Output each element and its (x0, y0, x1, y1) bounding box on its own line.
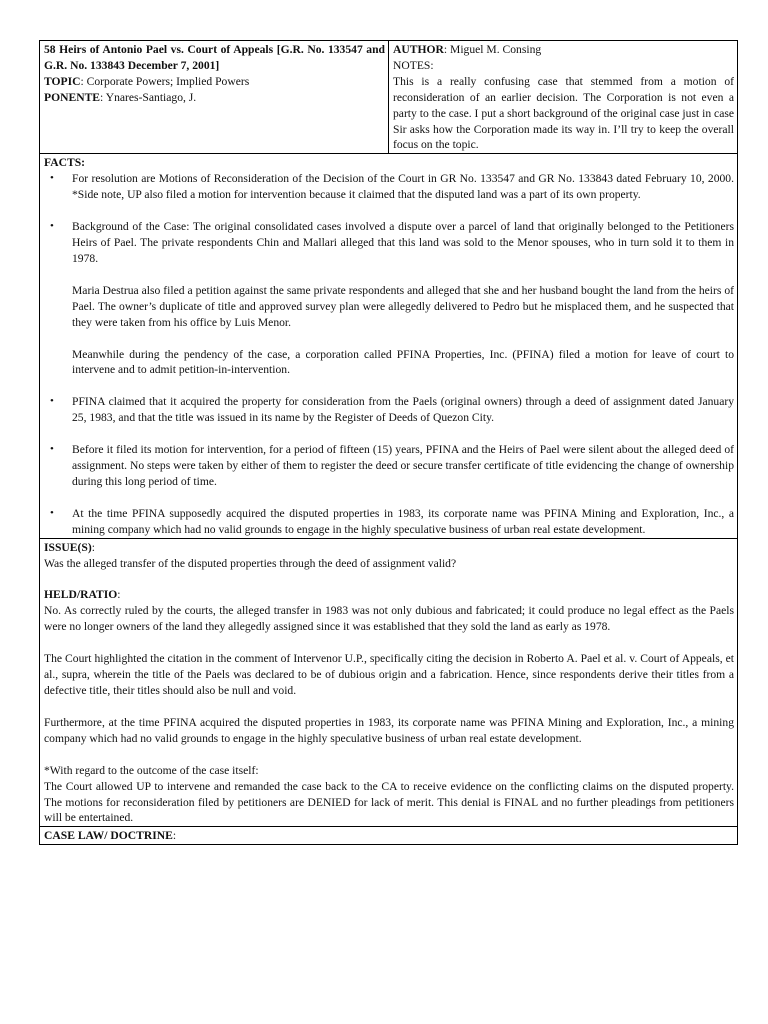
issue-heading-line (44, 540, 734, 556)
issue-held-cell (40, 538, 738, 827)
held-heading: HELD/RATIO (44, 588, 118, 602)
author-label: AUTHOR (393, 43, 444, 56)
bullet-icon: • (50, 172, 54, 185)
bullet-icon: • (50, 443, 54, 456)
author-value: : Miguel M. Consing (443, 43, 542, 56)
held-paragraph: Furthermore, at the time PFINA acquired the disputed properties in 1983, its corporate name was PFINA Mining and Exploration, Inc., a mining company which had no valid grounds to engage in the highly speculative business of urban real estate development. (44, 715, 734, 745)
fact-item (50, 506, 734, 538)
issue-heading: ISSUE(S) (44, 540, 92, 554)
held-paragraph: The Court highlighted the citation in the comment of Intervenor U.P., specifically citing the decision in Roberto A. Pael et al. v. Court of Appeals, et al., supra, wherein the title of the Paels was declared to be of dubious origin and a fabrication. Hence, since respondents derive their titles from a defective title, their titles should also be null and void. (44, 652, 734, 697)
fact-paragraph: Meanwhile during the pendency of the case, a corporation called PFINA Properties, Inc. (PFINA) filed a motion for leave of court to intervene and to admit petition-in-intervention. (72, 347, 734, 377)
facts-row (40, 154, 738, 538)
doctrine-heading: CASE LAW/ DOCTRINE (44, 829, 173, 843)
doctrine-row (40, 827, 738, 845)
held-paragraph: No. As correctly ruled by the courts, the alleged transfer in 1983 was not only dubious and fabricated; it could produce no legal effect as the Paels were no longer owners of the land they allegedly assigned since it was established that they sold the land as early as 1978. (44, 604, 734, 634)
fact-item (50, 442, 734, 490)
author-line (393, 42, 734, 58)
topic-line (44, 74, 385, 90)
case-digest-table (39, 40, 738, 845)
ponente-value: : Ynares-Santiago, J. (100, 90, 197, 104)
issue-heading-suffix: : (91, 540, 95, 554)
held-heading-line (44, 587, 734, 603)
fact-paragraph: For resolution are Motions of Reconsideration of the Decision of the Court in GR No. 133547 and GR No. 133843 dated February 10, 2000. *Side note, UP also filed a motion for intervention because it claimed that the disputed land was a part of its own property. (72, 172, 734, 202)
facts-cell (40, 154, 738, 538)
facts-heading: FACTS: (44, 156, 86, 170)
fact-paragraph: Before it filed its motion for intervention, for a period of fifteen (15) years, PFINA and the Heirs of Pael were silent about the alleged deed of assignment. No steps were taken by either of them to register the deed or secure transfer certificate of title evidencing the change of ownership during this long period of time. (72, 443, 734, 488)
issue-row (40, 538, 738, 827)
doctrine-heading-suffix: : (172, 829, 177, 843)
facts-list (44, 171, 734, 537)
bullet-icon: • (50, 395, 54, 408)
fact-item (50, 394, 734, 426)
case-info-cell (40, 41, 389, 154)
notes-label: NOTES: (393, 58, 434, 72)
fact-paragraph: Maria Destrua also filed a petition against the same private respondents and alleged that she and her husband bought the land from the heirs of Pael. The owner’s duplicate of title and approved survey plan were allegedly delivered to Pedro but he misplaced them, and he suspected that they were taken from his office by Luis Menor. (72, 283, 734, 329)
bullet-icon: • (50, 220, 54, 233)
fact-item (50, 219, 734, 378)
case-title: 58 Heirs of Antonio Pael vs. Court of Appeals [G.R. No. 133547 and G.R. No. 133843 December 7, 2001] (44, 43, 385, 72)
topic-value: : Corporate Powers; Implied Powers (80, 74, 250, 88)
ponente-label: PONENTE (44, 90, 101, 104)
fact-paragraph: At the time PFINA supposedly acquired the disputed properties in 1983, its corporate name was PFINA Mining and Exploration, Inc., a mining company which had no valid grounds to engage in the highly speculative business of urban real estate development. (72, 506, 734, 536)
doctrine-cell (40, 827, 738, 845)
case-digest-page (39, 40, 735, 845)
topic-label: TOPIC (44, 74, 81, 88)
outcome-lead: *With regard to the outcome of the case itself: (44, 763, 259, 777)
fact-paragraph: PFINA claimed that it acquired the property for consideration from the Paels (original owners) through a deed of assignment dated January 25, 1983, and that the title was issued in its name by the Register of Deeds of Quezon City. (72, 395, 734, 425)
author-notes-cell (389, 41, 738, 154)
header-row (40, 41, 738, 154)
ponente-line (44, 90, 385, 106)
notes-text: This is a really confusing case that stemmed from a motion of reconsideration of an earlier decision. The Corporation is not even a party to the case. I put a short background of the original case just in case Sir asks how the Corporation made its way in. I’ll try to keep the overall focus on the topic. (393, 74, 734, 152)
bullet-icon: • (50, 506, 54, 519)
fact-item (50, 171, 734, 203)
issue-question: Was the alleged transfer of the disputed properties through the deed of assignment valid? (44, 556, 457, 570)
fact-paragraph: Background of the Case: The original consolidated cases involved a dispute over a parcel of land that originally belonged to the Petitioners Heirs of Pael. The private respondents Chin and Mallari alleged that this land was sold to the Menor spouses, who in turn sold it to them in 1978. (72, 220, 734, 265)
outcome-text: The Court allowed UP to intervene and remanded the case back to the CA to receive evidence on the conflicting claims on the disputed property. The motions for reconsideration filed by petitioners are DENIED for lack of merit. This denial is FINAL and no further pleadings from petitioners will be entertained. (44, 779, 734, 825)
held-heading-suffix: : (117, 588, 121, 602)
